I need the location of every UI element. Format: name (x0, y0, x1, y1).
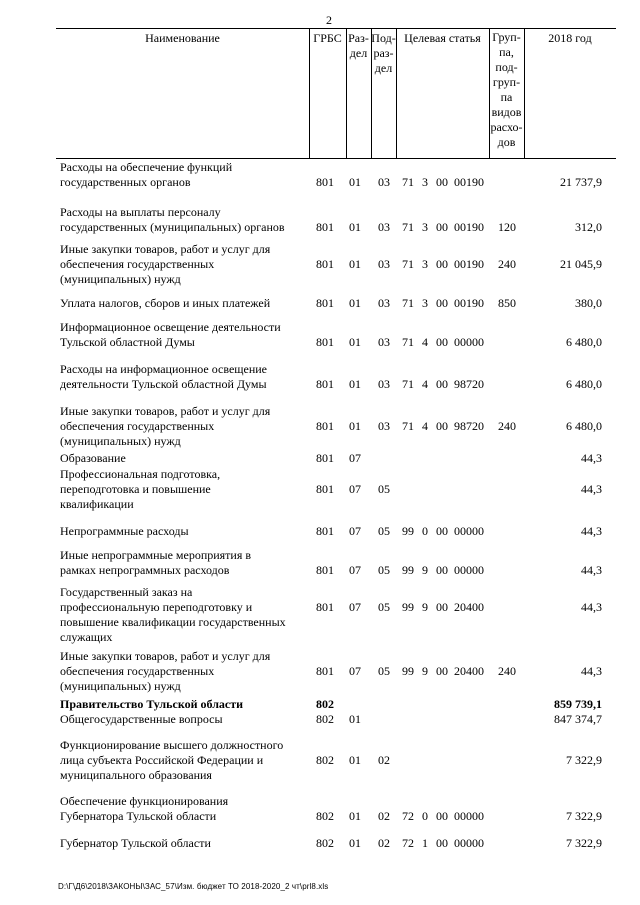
row-podrazdel: 03 (378, 377, 390, 391)
row-amount: 21 045,9 (560, 257, 602, 271)
row-target-code: 00000 (454, 836, 484, 850)
row-razdel: 01 (349, 296, 361, 310)
row-name: Образование (60, 451, 126, 465)
row-razdel: 01 (349, 753, 361, 767)
row-name: Общегосударственные вопросы (60, 712, 223, 726)
row-amount: 6 480,0 (566, 419, 602, 433)
row-grbs: 801 (316, 419, 334, 433)
row-target-program: 71 (402, 419, 414, 433)
row-target-code: 00000 (454, 563, 484, 577)
row-target-group: 00 (436, 220, 448, 234)
row-target-code: 20400 (454, 664, 484, 678)
row-target-group: 00 (436, 257, 448, 271)
header-top-border (56, 28, 616, 29)
row-target-code: 00190 (454, 296, 484, 310)
row-razdel: 07 (349, 600, 361, 614)
row-name: Информационное освещение деятельности Тульской областной Думы (60, 320, 281, 349)
row-name: Уплата налогов, сборов и иных платежей (60, 296, 271, 310)
col-divider (524, 28, 525, 158)
row-target-code: 00190 (454, 257, 484, 271)
table-header (56, 28, 616, 158)
row-target-subprogram: 9 (422, 600, 428, 614)
row-grbs: 801 (316, 563, 334, 577)
row-target-code: 98720 (454, 419, 484, 433)
row-target-program: 99 (402, 524, 414, 538)
header-expense-type: Груп- па, под- груп- па видов расхо- дов (490, 30, 523, 149)
row-target-group: 00 (436, 836, 448, 850)
row-name: Губернатор Тульской области (60, 836, 211, 850)
row-amount: 7 322,9 (566, 809, 602, 823)
row-razdel: 07 (349, 664, 361, 678)
row-name: Функционирование высшего должностного лица субъекта Российской Федерации и муниципального образования (60, 738, 284, 782)
row-target-subprogram: 0 (422, 524, 428, 538)
row-podrazdel: 03 (378, 257, 390, 271)
row-amount: 44,3 (581, 482, 602, 496)
row-target-subprogram: 3 (422, 220, 428, 234)
row-podrazdel: 05 (378, 524, 390, 538)
row-expense-type: 120 (498, 220, 516, 234)
row-target-subprogram: 4 (422, 335, 428, 349)
row-name: Обеспечение функционирования Губернатора Тульской области (60, 794, 229, 823)
row-name: Расходы на обеспечение функций государственных органов (60, 160, 233, 189)
row-amount: 7 322,9 (566, 836, 602, 850)
row-razdel: 07 (349, 482, 361, 496)
row-expense-type: 240 (498, 419, 516, 433)
header-grbs: ГРБС (313, 31, 342, 45)
row-amount: 6 480,0 (566, 335, 602, 349)
row-target-program: 71 (402, 220, 414, 234)
row-name: Расходы на информационное освещение деятельности Тульской областной Думы (60, 362, 267, 391)
row-podrazdel: 03 (378, 296, 390, 310)
row-target-subprogram: 3 (422, 296, 428, 310)
page-number: 2 (326, 13, 332, 27)
row-grbs: 802 (316, 753, 334, 767)
row-amount: 21 737,9 (560, 175, 602, 189)
row-target-code: 00000 (454, 809, 484, 823)
row-target-program: 71 (402, 257, 414, 271)
row-target-program: 71 (402, 296, 414, 310)
row-amount: 847 374,7 (554, 712, 602, 726)
row-amount: 859 739,1 (554, 697, 602, 711)
row-name: Непрограммные расходы (60, 524, 189, 538)
col-divider (309, 28, 310, 158)
row-amount: 380,0 (575, 296, 602, 310)
row-name: Государственный заказ на профессиональную переподготовку и повышение квалификации государственных служащих (60, 585, 286, 644)
header-year: 2018 год (548, 31, 592, 45)
row-target-code: 00190 (454, 175, 484, 189)
row-target-group: 00 (436, 296, 448, 310)
row-name: Иные непрограммные мероприятия в рамках непрограммных расходов (60, 548, 252, 577)
row-razdel: 01 (349, 377, 361, 391)
row-grbs: 801 (316, 377, 334, 391)
row-target-subprogram: 9 (422, 664, 428, 678)
row-target-program: 99 (402, 664, 414, 678)
row-amount: 44,3 (581, 563, 602, 577)
header-name: Наименование (145, 31, 220, 45)
row-name: Иные закупки товаров, работ и услуг для обеспечения государственных (муниципальных) нужд (60, 242, 271, 286)
row-razdel: 01 (349, 220, 361, 234)
row-target-subprogram: 3 (422, 175, 428, 189)
row-target-group: 00 (436, 600, 448, 614)
row-target-program: 71 (402, 377, 414, 391)
row-razdel: 01 (349, 712, 361, 726)
row-expense-type: 240 (498, 257, 516, 271)
row-amount: 44,3 (581, 451, 602, 465)
row-target-group: 00 (436, 175, 448, 189)
row-amount: 44,3 (581, 524, 602, 538)
row-target-code: 00000 (454, 524, 484, 538)
row-target-code: 98720 (454, 377, 484, 391)
file-path-footer: D:\Г\Д6\2018\ЗАКОНЫ\ЗАС_57\Изм. бюджет ТО 2018-2020_2 чт\prl8.xls (58, 882, 329, 891)
row-amount: 44,3 (581, 600, 602, 614)
row-target-subprogram: 1 (422, 836, 428, 850)
row-target-group: 00 (436, 664, 448, 678)
row-amount: 312,0 (575, 220, 602, 234)
header-podrazdel: Под- раз- дел (371, 31, 396, 75)
row-razdel: 01 (349, 175, 361, 189)
row-name: Правительство Тульской области (60, 697, 244, 711)
row-grbs: 801 (316, 296, 334, 310)
row-podrazdel: 03 (378, 335, 390, 349)
row-name: Расходы на выплаты персоналу государственных (муниципальных) органов (60, 205, 285, 234)
row-target-code: 20400 (454, 600, 484, 614)
row-grbs: 801 (316, 257, 334, 271)
row-target-program: 99 (402, 600, 414, 614)
row-target-subprogram: 4 (422, 419, 428, 433)
row-name: Профессиональная подготовка, переподготовка и повышение квалификации (60, 467, 221, 511)
row-razdel: 01 (349, 419, 361, 433)
row-target-program: 99 (402, 563, 414, 577)
row-grbs: 802 (316, 809, 334, 823)
row-expense-type: 240 (498, 664, 516, 678)
row-razdel: 07 (349, 524, 361, 538)
header-bottom-border (56, 158, 616, 159)
row-name: Иные закупки товаров, работ и услуг для обеспечения государственных (муниципальных) нужд (60, 649, 271, 693)
col-divider (396, 28, 397, 158)
row-grbs: 801 (316, 482, 334, 496)
row-target-program: 72 (402, 836, 414, 850)
row-target-subprogram: 0 (422, 809, 428, 823)
row-razdel: 01 (349, 335, 361, 349)
header-target-article: Целевая статья (404, 31, 481, 45)
row-grbs: 802 (316, 836, 334, 850)
row-amount: 6 480,0 (566, 377, 602, 391)
row-grbs: 801 (316, 220, 334, 234)
row-target-group: 00 (436, 524, 448, 538)
row-grbs: 801 (316, 600, 334, 614)
row-podrazdel: 03 (378, 419, 390, 433)
row-target-group: 00 (436, 335, 448, 349)
row-target-program: 71 (402, 175, 414, 189)
row-grbs: 801 (316, 451, 334, 465)
row-target-program: 71 (402, 335, 414, 349)
row-podrazdel: 02 (378, 753, 390, 767)
row-razdel: 01 (349, 809, 361, 823)
row-razdel: 01 (349, 257, 361, 271)
row-target-group: 00 (436, 419, 448, 433)
row-name: Иные закупки товаров, работ и услуг для обеспечения государственных (муниципальных) нужд (60, 404, 271, 448)
row-target-program: 72 (402, 809, 414, 823)
row-podrazdel: 03 (378, 175, 390, 189)
row-podrazdel: 02 (378, 836, 390, 850)
row-target-subprogram: 3 (422, 257, 428, 271)
row-podrazdel: 05 (378, 600, 390, 614)
row-podrazdel: 05 (378, 563, 390, 577)
row-podrazdel: 05 (378, 664, 390, 678)
row-amount: 44,3 (581, 664, 602, 678)
row-target-code: 00000 (454, 335, 484, 349)
header-razdel: Раз- дел (348, 31, 369, 60)
row-podrazdel: 05 (378, 482, 390, 496)
row-podrazdel: 03 (378, 220, 390, 234)
row-razdel: 07 (349, 451, 361, 465)
row-expense-type: 850 (498, 296, 516, 310)
row-grbs: 801 (316, 524, 334, 538)
row-target-group: 00 (436, 563, 448, 577)
row-amount: 7 322,9 (566, 753, 602, 767)
row-grbs: 801 (316, 664, 334, 678)
row-grbs: 802 (316, 712, 334, 726)
row-razdel: 07 (349, 563, 361, 577)
row-grbs: 801 (316, 335, 334, 349)
row-target-group: 00 (436, 809, 448, 823)
row-grbs: 802 (316, 697, 334, 711)
row-podrazdel: 02 (378, 809, 390, 823)
row-target-subprogram: 4 (422, 377, 428, 391)
row-razdel: 01 (349, 836, 361, 850)
row-grbs: 801 (316, 175, 334, 189)
row-target-code: 00190 (454, 220, 484, 234)
row-target-group: 00 (436, 377, 448, 391)
row-target-subprogram: 9 (422, 563, 428, 577)
